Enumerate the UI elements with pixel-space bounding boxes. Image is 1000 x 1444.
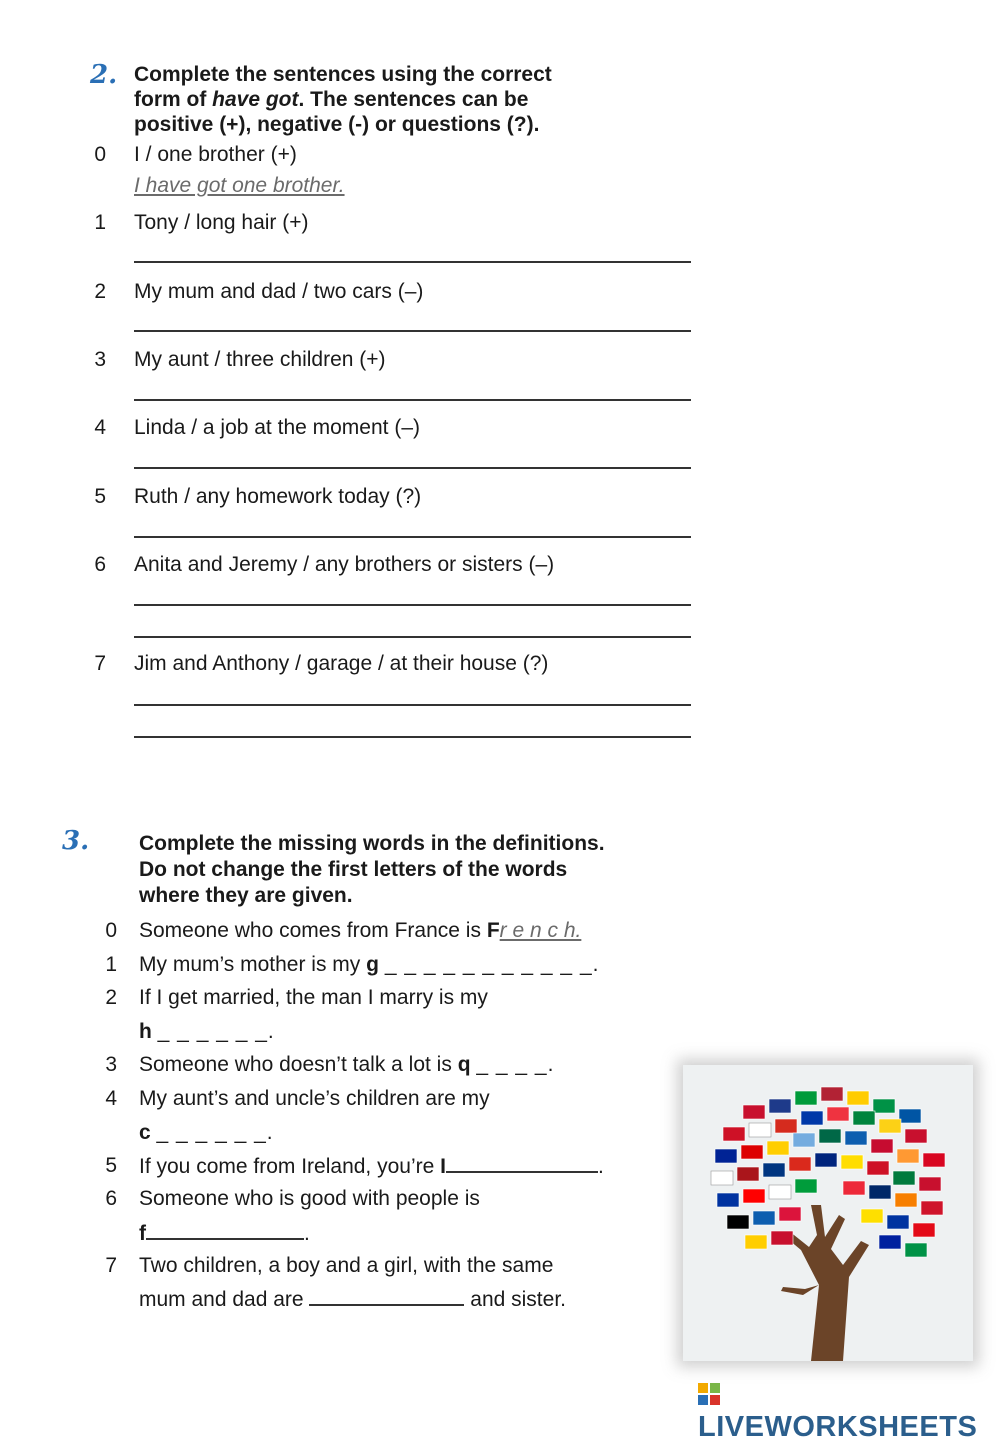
instruction-line-2: form of have got. The sentences can be (134, 88, 529, 111)
item-prompt: Linda / a job at the moment (–) (134, 416, 420, 439)
item-number: 0 (94, 143, 106, 166)
item-prompt: My aunt / three children (+) (134, 348, 386, 371)
example-answer: r e n c h. (499, 919, 582, 942)
answer-blank[interactable] (309, 1286, 464, 1306)
letter-gaps-input[interactable]: _ _ _ _ _ _ _ _ _ _ _. (384, 953, 600, 976)
item-number: 1 (105, 953, 117, 976)
item-prompt: I / one brother (+) (134, 143, 297, 166)
item-number: 2 (105, 986, 117, 1009)
answer-line[interactable] (134, 261, 691, 263)
definition-text: Someone who comes from France is (139, 919, 487, 942)
item-prompt: Ruth / any homework today (?) (134, 485, 422, 508)
section-3-number: 3. (62, 826, 90, 856)
answer-line[interactable] (134, 399, 691, 401)
item-prompt: Anita and Jeremy / any brothers or sisters (–) (134, 553, 555, 576)
flag-tree-illustration (683, 1065, 973, 1361)
instruction-line-1: Complete the missing words in the definitions. (139, 832, 605, 855)
instruction-line-3: positive (+), negative (-) or questions (?). (134, 113, 540, 136)
definition-text: If you come from Ireland, you’re (139, 1155, 441, 1178)
first-letter: f (139, 1222, 146, 1245)
item-prompt: Jim and Anthony / garage / at their house (?) (134, 652, 549, 675)
first-letter: q (457, 1053, 471, 1076)
instruction-line-1: Complete the sentences using the correct (134, 63, 552, 86)
answer-line[interactable] (134, 736, 691, 738)
first-letter: F (486, 919, 500, 942)
definition-text: My mum’s mother is my (139, 953, 367, 976)
definition-text: My aunt’s and uncle’s children are my (139, 1087, 490, 1110)
item-prompt: Tony / long hair (+) (134, 211, 309, 234)
item-number: 3 (105, 1053, 117, 1076)
definition-text: Two children, a boy and a girl, with the same (139, 1254, 554, 1277)
answer-line[interactable] (134, 636, 691, 638)
answer-line[interactable] (134, 604, 691, 606)
item-number: 6 (94, 553, 106, 576)
item-number: 7 (94, 652, 106, 675)
flag-tree-image (683, 1065, 973, 1361)
letter-gaps-input[interactable]: _ _ _ _ _ _. (156, 1121, 274, 1144)
letter-gaps-input[interactable]: _ _ _ _. (476, 1053, 555, 1076)
instruction-line-2: Do not change the first letters of the words (139, 858, 568, 881)
item-number: 4 (94, 416, 106, 439)
example-answer: I have got one brother. (134, 174, 345, 197)
item-number: 5 (105, 1154, 117, 1177)
item-number: 1 (94, 211, 106, 234)
first-letter: g (366, 953, 379, 976)
instruction-line-3: where they are given. (139, 884, 353, 907)
sentence-end: . (304, 1222, 310, 1245)
item-number: 4 (105, 1087, 117, 1110)
item-prompt: My mum and dad / two cars (–) (134, 280, 424, 303)
first-letter: I (440, 1155, 446, 1178)
item-number: 7 (105, 1254, 117, 1277)
definition-text: Someone who doesn’t talk a lot is (139, 1053, 458, 1076)
logo-badge-icon (698, 1383, 720, 1405)
letter-gaps-input[interactable]: _ _ _ _ _ _. (157, 1020, 275, 1043)
first-letter: h (139, 1020, 152, 1043)
liveworksheets-logo (698, 1378, 1000, 1444)
answer-blank[interactable] (446, 1153, 598, 1173)
item-number: 3 (94, 348, 106, 371)
item-number: 0 (105, 919, 117, 942)
section-2-instructions (134, 62, 552, 137)
answer-line[interactable] (134, 704, 691, 706)
section-3-instructions (139, 831, 605, 909)
answer-line[interactable] (134, 467, 691, 469)
answer-line[interactable] (134, 330, 691, 332)
definition-text-2: mum and dad are (139, 1288, 310, 1311)
section-2-number: 2. (90, 60, 118, 90)
first-letter: c (139, 1121, 151, 1144)
definition-text: If I get married, the man I marry is my (139, 986, 488, 1009)
item-number: 2 (94, 280, 106, 303)
definition-text: Someone who is good with people is (139, 1187, 480, 1210)
answer-line[interactable] (134, 536, 691, 538)
item-number: 6 (105, 1187, 117, 1210)
logo-text: LIVEWORKSHEETS (698, 1411, 978, 1443)
item-number: 5 (94, 485, 106, 508)
sentence-end: . (597, 1155, 604, 1178)
answer-blank[interactable] (146, 1220, 304, 1240)
definition-text-3: and sister. (464, 1288, 566, 1311)
